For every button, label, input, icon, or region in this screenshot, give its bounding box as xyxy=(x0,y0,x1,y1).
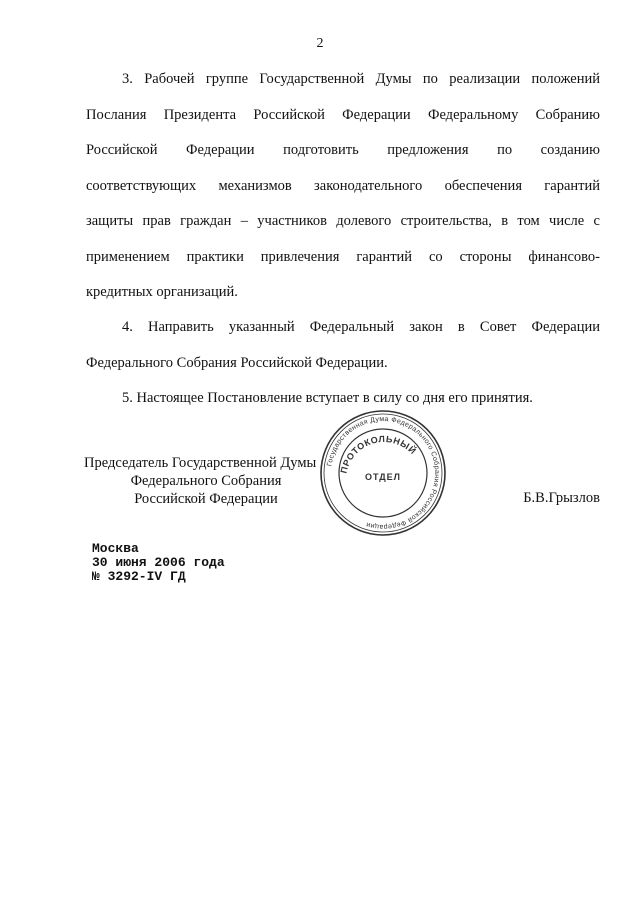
signer-name: Б.В.Грызлов xyxy=(523,490,600,506)
paragraph-4-line-2: Федерального Собрания Российской Федерации. xyxy=(86,354,388,371)
signer-title-line-1: Председатель Государственной Думы xyxy=(84,455,317,471)
paragraph-3-line-4: соответствующих механизмов законодательного обеспечения гарантий xyxy=(86,177,600,194)
document-footer xyxy=(92,542,225,584)
paragraph-3-line-3: Российской Федерации подготовить предложения по созданию xyxy=(86,142,600,158)
seal-center-text: ОТДЕЛ xyxy=(364,472,402,482)
paragraph-5: 5. Настоящее Постановление вступает в силу со дня его принятия. xyxy=(122,390,533,406)
official-seal-stamp xyxy=(318,408,448,538)
paragraph-3-line-5: защиты прав граждан – участников долевого строительства, в том числе с xyxy=(86,213,600,229)
paragraph-3 xyxy=(86,62,600,311)
paragraph-3-line-7: кредитных организаций. xyxy=(86,284,238,300)
footer-date: 30 июня 2006 года xyxy=(92,555,225,570)
paragraph-3-line-1: 3. Рабочей группе Государственной Думы по реализации положений xyxy=(122,71,600,87)
footer-city: Москва xyxy=(92,541,139,556)
paragraph-3-line-6: применением практики привлечения гарантий со стороны финансово- xyxy=(86,248,600,265)
page-number: 2 xyxy=(316,36,324,51)
paragraph-3-line-2: Послания Президента Российской Федерации Федеральному Собранию xyxy=(86,106,600,123)
signature-block xyxy=(86,454,326,508)
seal-inner-text-top: ПРОТОКОЛЬНЫЙ xyxy=(338,433,419,475)
paragraph-4-line-1: 4. Направить указанный Федеральный закон в Совет Федерации xyxy=(122,319,600,335)
footer-number: № 3292-IV ГД xyxy=(92,569,186,584)
seal-outer-text: Государственная Дума Федерального Собрания Российской Федерации xyxy=(326,415,441,531)
signer-title-line-2: Федерального Собрания xyxy=(130,473,282,489)
paragraph-4 xyxy=(86,310,600,381)
signer-title-line-3: Российской Федерации xyxy=(134,491,278,507)
